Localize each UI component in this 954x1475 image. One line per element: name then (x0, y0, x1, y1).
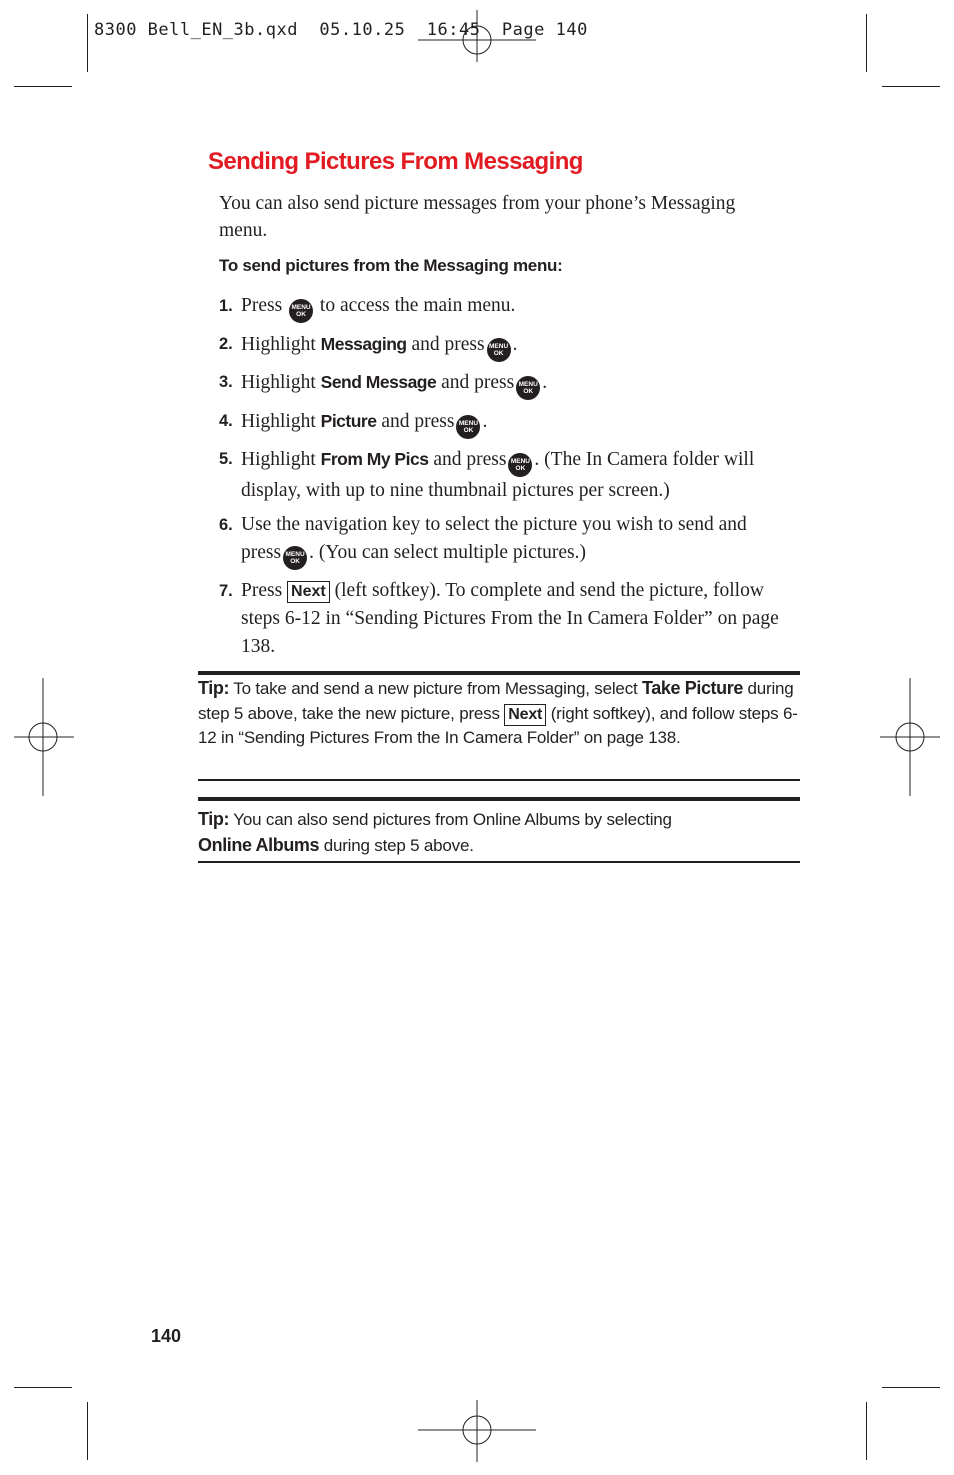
menu-option-label: Picture (320, 411, 377, 431)
step-text: Press (241, 580, 283, 601)
section-title: Sending Pictures From Messaging (208, 148, 583, 175)
crop-mark (866, 1402, 867, 1460)
tip-label: Tip: (198, 809, 230, 829)
procedure-lead: To send pictures from the Messaging menu: (219, 256, 563, 275)
tip-bottom-rule (198, 779, 800, 781)
step-text: Use the navigation key to select the picture you wish to send and press (241, 514, 747, 563)
menu-option-label: Send Message (320, 372, 437, 392)
tip-top-rule (198, 797, 800, 801)
step-text: and press (433, 449, 507, 470)
tip-text: You can also send pictures from Online Albums by selecting (233, 810, 672, 829)
menu-ok-key-icon: MENU OK (283, 546, 307, 570)
step-item (219, 368, 789, 400)
tip-text: during step 5 above. (323, 835, 474, 855)
next-softkey-label: Next (287, 581, 330, 603)
crop-mark (882, 86, 940, 87)
step-text: to access the main menu. (319, 295, 516, 316)
registration-mark-bottom (418, 1400, 536, 1462)
menu-ok-key-icon: MENU OK (487, 338, 511, 362)
step-text: . (482, 411, 488, 432)
step-number: 5. (219, 450, 233, 468)
print-slug: 8300 Bell_EN_3b.qxd 05.10.25 16:45 Page 140 (94, 20, 588, 40)
step-text: and press (411, 334, 485, 355)
step-text: . (542, 372, 548, 393)
step-text: Highlight (241, 372, 316, 393)
step-item (219, 330, 789, 362)
crop-mark (87, 14, 88, 72)
crop-mark (882, 1387, 940, 1388)
step-text: Highlight (241, 449, 316, 470)
step-item (219, 292, 789, 323)
crop-mark (14, 86, 72, 87)
step-text: (left softkey). To complete and send the picture, follow steps 6-12 in “Sending Pictures From the In Camera Folder” on page 138. (241, 580, 779, 657)
crop-mark (87, 1402, 88, 1460)
step-number: 7. (219, 582, 233, 600)
crop-mark (866, 14, 867, 72)
menu-ok-key-icon: MENU OK (289, 299, 313, 323)
tip-box (198, 807, 804, 858)
tip-text: To take and send a new picture from Messaging, select (233, 679, 638, 698)
menu-option-label: Messaging (320, 334, 407, 354)
menu-option-label: Take Picture (642, 678, 743, 698)
step-text: and press (441, 372, 515, 393)
registration-mark-top (418, 10, 536, 62)
tip-bottom-rule (198, 861, 800, 863)
step-text: Press (241, 295, 283, 316)
registration-mark-right (880, 678, 940, 796)
menu-ok-key-icon: MENU OK (508, 453, 532, 477)
step-text: Highlight (241, 334, 316, 355)
menu-option-label: Online Albums (198, 834, 320, 855)
tip-label: Tip: (198, 678, 230, 698)
crop-mark (14, 1387, 72, 1388)
step-item (219, 577, 789, 661)
menu-option-label: From My Pics (320, 449, 429, 469)
step-number: 1. (219, 297, 233, 315)
step-text: . (The In Camera folder will display, with up to nine thumbnail pictures per screen.) (241, 449, 755, 501)
step-number: 2. (219, 335, 233, 353)
next-softkey-label: Next (504, 704, 546, 726)
step-number: 4. (219, 412, 233, 430)
registration-mark-left (14, 678, 74, 796)
step-number: 3. (219, 373, 233, 391)
step-item (219, 445, 789, 505)
tip-text: (right softkey), and follow steps 6-12 in “Sending Pictures From the In Camera Folder” on page 138. (198, 703, 798, 747)
step-item (219, 407, 789, 439)
intro-paragraph: You can also send picture messages from your phone’s Messaging menu. (219, 193, 736, 241)
page-number: 140 (151, 1326, 182, 1346)
tip-text: during step 5 above, take the new picture, press (198, 679, 794, 723)
tip-box (198, 676, 804, 751)
tip-top-rule (198, 671, 800, 675)
step-item (219, 511, 789, 570)
step-number: 6. (219, 516, 233, 534)
step-text: and press (381, 411, 455, 432)
step-text: Highlight (241, 411, 316, 432)
step-text: . (512, 334, 518, 355)
step-text: . (You can select multiple pictures.) (309, 542, 586, 563)
menu-ok-key-icon: MENU OK (456, 415, 480, 439)
menu-ok-key-icon: MENU OK (516, 376, 540, 400)
